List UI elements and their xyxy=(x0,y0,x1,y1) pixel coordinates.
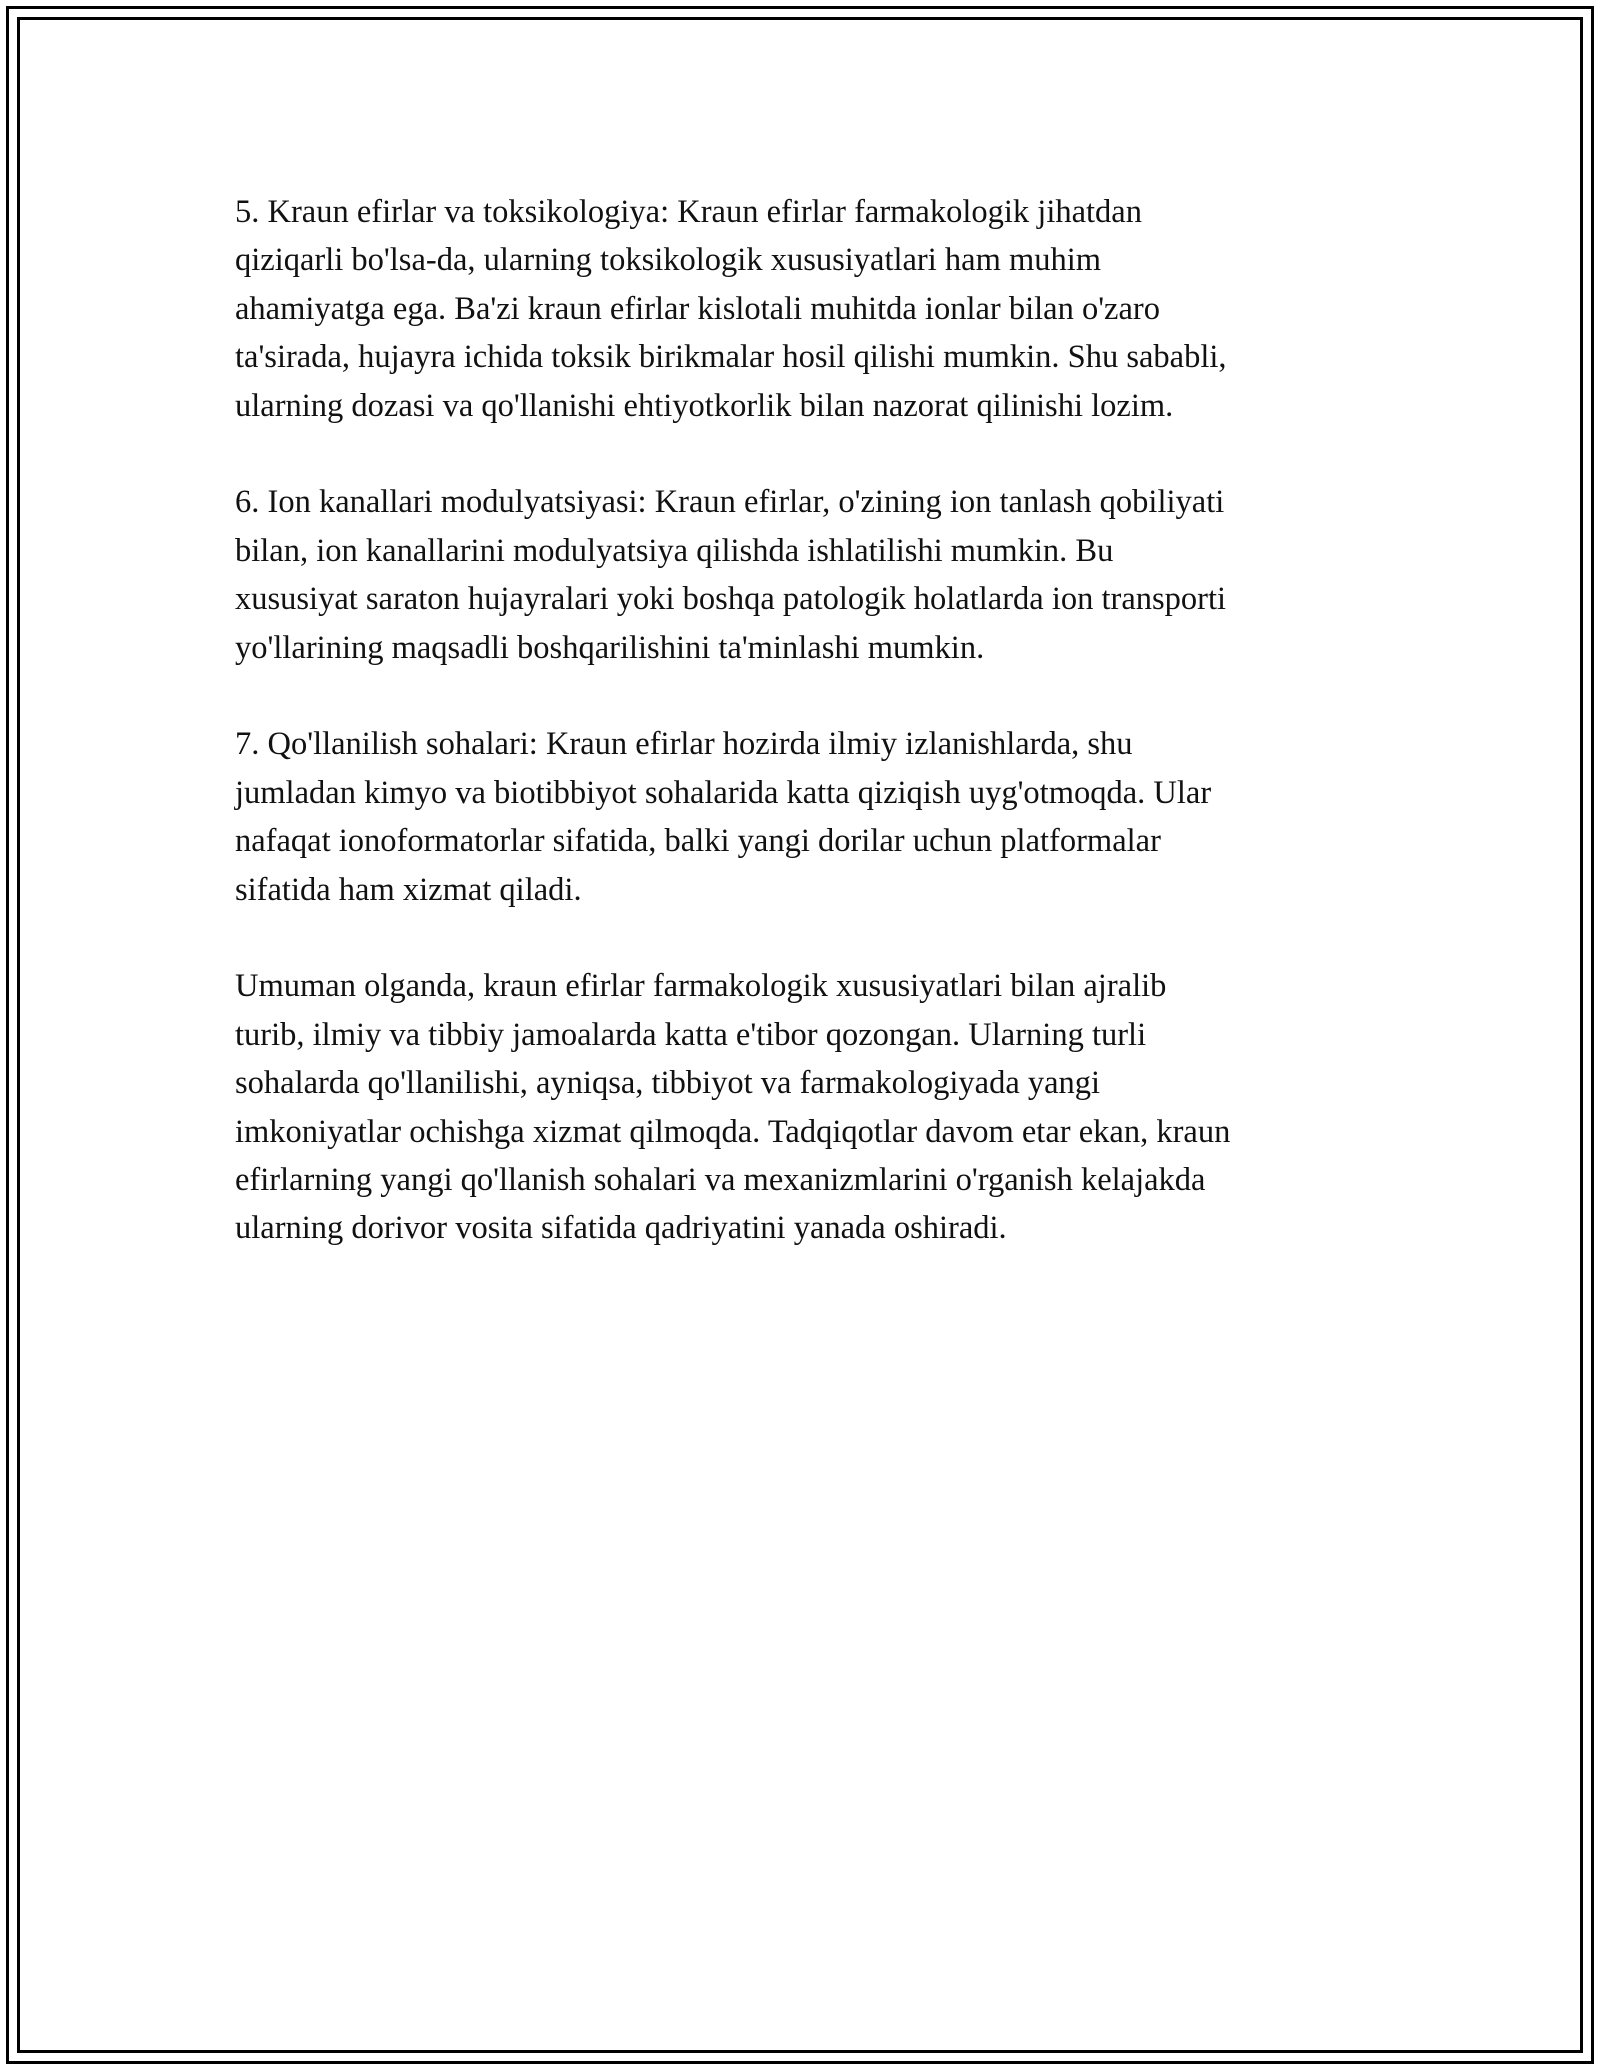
paragraph-applications: 7. Qo'llanilish sohalari: Kraun efirlar hozirda ilmiy izlanishlarda, shu jumladan kimyo va biotibbiyot sohalarida katta qiziqish uyg'otmoqda. Ular nafaqat ionoformatorlar sifatida, balki yangi dorilar uchun platformalar sifatida ham xizmat qiladi. xyxy=(235,726,1212,908)
paragraph-toxicology: 5. Kraun efirlar va toksikologiya: Kraun efirlar farmakologik jihatdan qiziqarli bo'lsa-da, ularning toksikologik xususiyatlari ham muhim ahamiyatga ega. Ba'zi kraun efirlar kislotali muhitda ionlar bilan o'zaro ta'sirada, hujayra ichida toksik birikmalar hosil qilishi mumkin. Shu sababli, ularning dozasi va qo'llanishi ehtiyotkorlik bilan nazorat qilinishi lozim. xyxy=(235,194,1227,424)
paragraph-conclusion: Umuman olganda, kraun efirlar farmakologik xususiyatlari bilan ajralib turib, ilmiy va tibbiy jamoalarda katta e'tibor qozongan. Ularning turli sohalarda qo'llanilishi, ayniqsa, tibbiyot va farmakologiyada yangi imkoniyatlar ochishga xizmat qilmoqda. Tadqiqotlar davom etar ekan, kraun efirlarning yangi qo'llanish sohalari va mexanizmlarini o'rganish kelajakda ularning dorivor vosita sifatida qadriyatini yanada oshiradi. xyxy=(235,968,1231,1247)
document-body xyxy=(235,188,1375,1301)
paragraph-ion-channels: 6. Ion kanallari modulyatsiyasi: Kraun efirlar, o'zining ion tanlash qobiliyati bilan, ion kanallarini modulyatsiya qilishda ishlatilishi mumkin. Bu xususiyat saraton hujayralari yoki boshqa patologik holatlarda ion transporti yo'llarining maqsadli boshqarilishini ta'minlashi mumkin. xyxy=(235,484,1227,666)
